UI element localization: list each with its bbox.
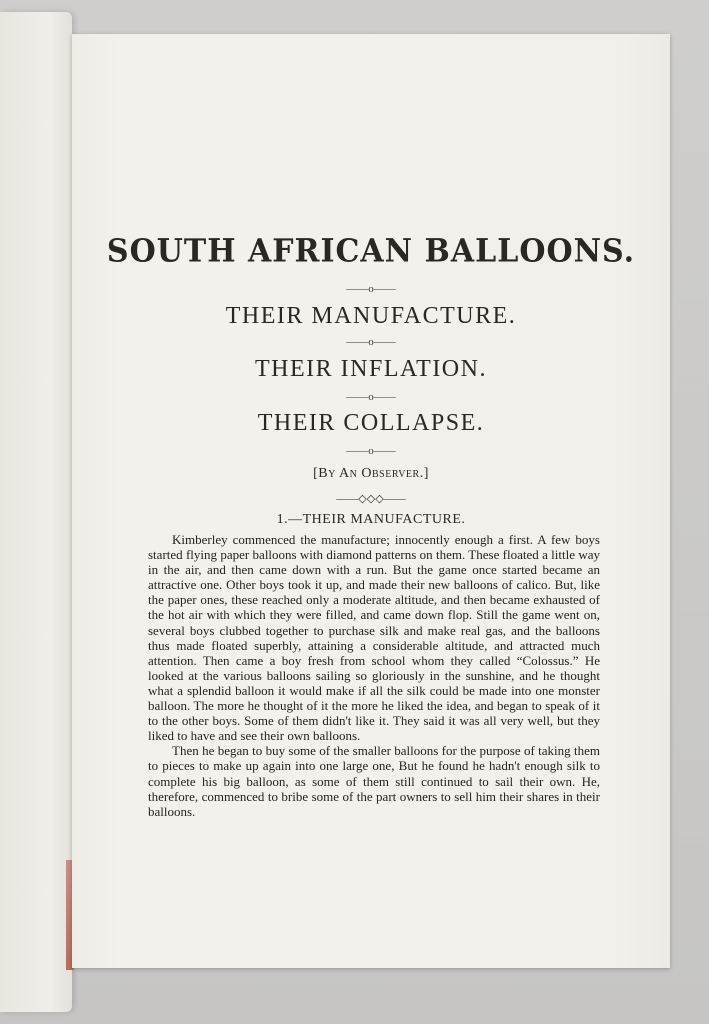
body-text bbox=[148, 532, 600, 819]
divider: ——o—— bbox=[346, 445, 396, 457]
byline-open-bracket: [ bbox=[313, 466, 319, 481]
section-heading: 1.—THEIR MANUFACTURE. bbox=[276, 512, 466, 527]
divider: ——o—— bbox=[346, 336, 396, 348]
byline bbox=[72, 466, 670, 482]
document-page bbox=[72, 34, 670, 968]
paragraph: Kimberley commenced the manufacture; innocently enough a first. A few boys started flying paper balloons with diamond patterns on them. These floated a little way in the air, and then came down with a run. But the game once started became an attractive one. Other boys took it up, and made their new balloons of calico. But, like the paper ones, these reached only a moderate altitude, and then became exhausted of the hot air with which they were filled, and came down flop. Still the game went on, several boys clubbed together to purchase silk and make real gas, and the balloons thus made floated superbly, attaining a considerable altitude, and attracted much attention. Then came a boy fresh from school whom they called “Colossus.” He looked at the various balloons sailing so gloriously in the sunshine, and he thought what a splendid balloon it would make if all the silk could be made into one monster balloon. The more he thought of it the more he liked the idea, and began to speak of it to the other boys. Some of them didn't like it. They said it was all very well, but they liked to have and see their own balloons. bbox=[148, 532, 600, 744]
left-page bbox=[0, 12, 72, 1012]
subtitle-collapse: THEIR COLLAPSE. bbox=[257, 410, 485, 436]
divider: ——o—— bbox=[346, 391, 396, 403]
byline-close-bracket: ] bbox=[423, 466, 429, 481]
subtitle-manufacture: THEIR MANUFACTURE. bbox=[225, 303, 517, 329]
page-title: SOUTH AFRICAN BALLOONS. bbox=[106, 233, 636, 270]
ornament-divider: ——◇◇◇—— bbox=[336, 493, 406, 505]
divider: ——o—— bbox=[346, 283, 396, 295]
paragraph: Then he began to buy some of the smaller balloons for the purpose of taking them to pieces to make up again into one large one, But he found he hadn't enough silk to complete his big balloon, as some of them still continued to sail their own. He, therefore, commenced to bribe some of the part owners to sell him their shares in their balloons. bbox=[148, 743, 600, 819]
byline-text: By An Observer. bbox=[318, 466, 424, 481]
subtitle-inflation: THEIR INFLATION. bbox=[255, 356, 487, 382]
